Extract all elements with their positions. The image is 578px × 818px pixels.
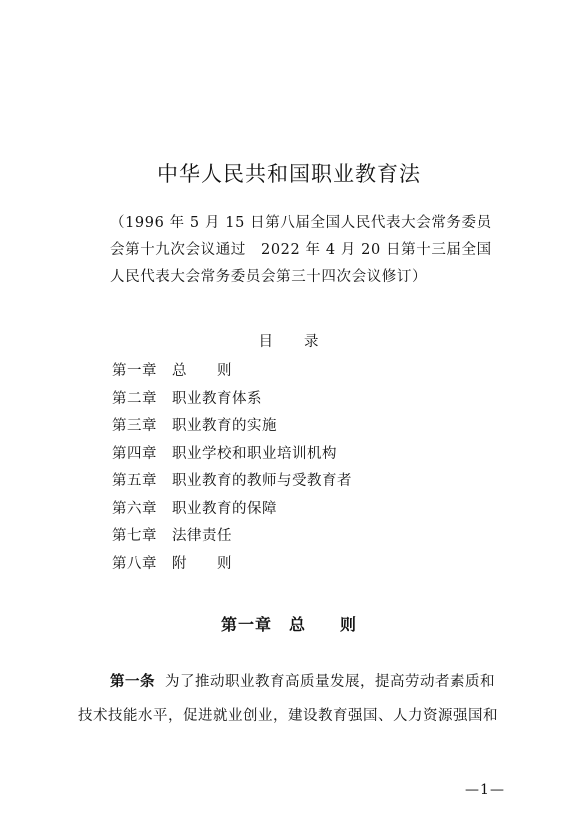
toc-item: [112, 523, 512, 551]
table-of-contents: [112, 358, 512, 578]
toc-chapter-title: 职业教育的保障: [172, 500, 277, 517]
adoption-note-line: 人民代表大会常务委员会第三十四次会议修订）: [110, 269, 428, 285]
toc-chapter-title: 职业教育的教师与受教育者: [172, 473, 352, 489]
toc-chapter-number: 第二章: [112, 390, 157, 407]
article-label: 第一条: [110, 674, 155, 690]
document-title: 中华人民共和国职业教育法: [157, 162, 421, 186]
toc-chapter-title: 附 则: [172, 555, 232, 572]
toc-item: [112, 358, 512, 386]
article-line: [78, 665, 508, 699]
toc-chapter-title: 职业学校和职业培训机构: [172, 445, 337, 462]
toc-item: [112, 468, 512, 496]
adoption-note-line: （1996 年 5 月 15 日第八届全国人民代表大会常务委员: [110, 215, 492, 231]
toc-item: [112, 551, 512, 579]
toc-chapter-number: 第七章: [112, 528, 157, 544]
article-text: 为了推动职业教育高质量发展，提高劳动者素质和: [165, 674, 495, 690]
chapter-heading: 第一章 总 则: [220, 615, 357, 634]
toc-chapter-title: 法律责任: [172, 528, 232, 544]
toc-chapter-title: 总 则: [172, 363, 232, 379]
toc-item: [112, 386, 512, 414]
toc-item: [112, 441, 512, 469]
toc-heading-left: 目: [258, 334, 274, 350]
article-line: 技术技能水平，促进就业创业，建设教育强国、人力资源强国和: [78, 708, 498, 724]
adoption-note-line: 会第十九次会议通过 2022 年 4 月 20 日第十三届全国: [110, 242, 492, 258]
adoption-note: [110, 210, 492, 291]
toc-chapter-number: 第六章: [112, 500, 157, 517]
toc-chapter-title: 职业教育的实施: [172, 418, 277, 434]
article-paragraph: [78, 665, 508, 733]
toc-chapter-number: 第五章: [112, 473, 157, 489]
toc-chapter-number: 第八章: [112, 555, 157, 572]
toc-chapter-number: 第四章: [112, 445, 157, 462]
toc-heading-right: 录: [304, 334, 320, 350]
toc-heading: [0, 330, 578, 351]
toc-chapter-title: 职业教育体系: [172, 390, 262, 407]
toc-item: [112, 413, 512, 441]
toc-item: [112, 496, 512, 524]
page-number: —1—: [465, 782, 505, 798]
toc-chapter-number: 第一章: [112, 363, 157, 379]
toc-chapter-number: 第三章: [112, 418, 157, 434]
